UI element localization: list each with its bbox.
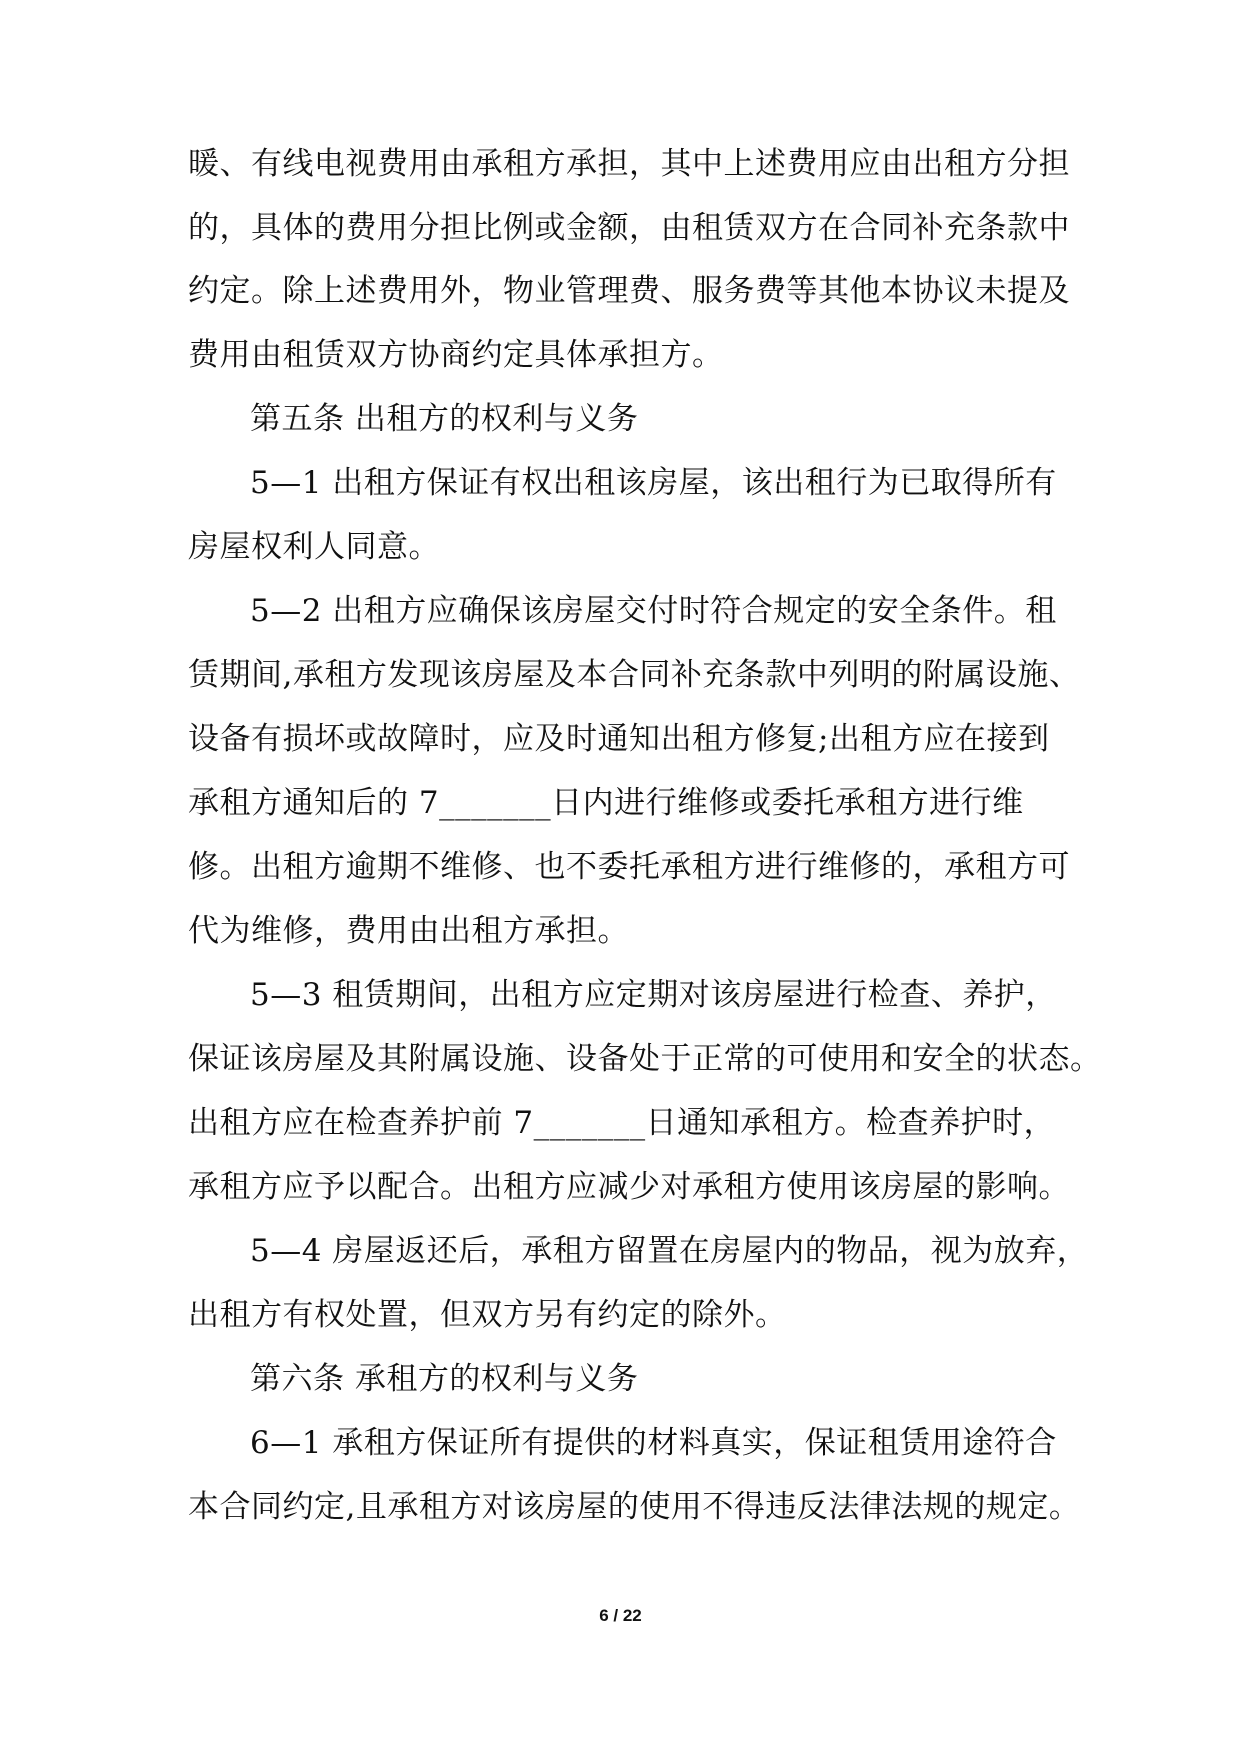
text-line: 出租方应在检查养护前 7_______日通知承租方。检查养护时，	[188, 1105, 1056, 1141]
text-line: 出租方有权处置，但双方另有约定的除外。	[188, 1297, 787, 1333]
text-line: 本合同约定,且承租方对该房屋的使用不得违反法律法规的规定。	[188, 1489, 1081, 1525]
text-line: 房屋权利人同意。	[188, 529, 440, 565]
text-line: 保证该房屋及其附属设施、设备处于正常的可使用和安全的状态。	[188, 1041, 1102, 1077]
text-line: 5—3 租赁期间，出租方应定期对该房屋进行检查、养护，	[250, 977, 1057, 1013]
text-line: 6—1 承租方保证所有提供的材料真实，保证租赁用途符合	[250, 1425, 1057, 1461]
section-heading: 第五条 出租方的权利与义务	[250, 401, 639, 437]
text-line: 约定。除上述费用外，物业管理费、服务费等其他本协议未提及	[188, 273, 1070, 309]
text-line: 设备有损坏或故障时，应及时通知出租方修复;出租方应在接到	[188, 721, 1050, 757]
text-line: 5—1 出租方保证有权出租该房屋，该出租行为已取得所有	[250, 465, 1057, 501]
text-line: 赁期间,承租方发现该房屋及本合同补充条款中列明的附属设施、	[188, 657, 1081, 693]
text-line: 暖、有线电视费用由承租方承担，其中上述费用应由出租方分担	[188, 146, 1070, 182]
text-line: 代为维修，费用由出租方承担。	[188, 913, 629, 949]
text-line: 5—4 房屋返还后，承租方留置在房屋内的物品，视为放弃，	[250, 1233, 1089, 1269]
text-line: 承租方应予以配合。出租方应减少对承租方使用该房屋的影响。	[188, 1169, 1070, 1205]
text-line: 费用由租赁双方协商约定具体承担方。	[188, 337, 724, 373]
section-heading: 第六条 承租方的权利与义务	[250, 1361, 639, 1397]
text-line: 的，具体的费用分担比例或金额，由租赁双方在合同补充条款中	[188, 210, 1070, 246]
text-line: 修。出租方逾期不维修、也不委托承租方进行维修的，承租方可	[188, 849, 1070, 885]
text-line: 5—2 出租方应确保该房屋交付时符合规定的安全条件。租	[250, 593, 1057, 629]
page-number: 6 / 22	[599, 1606, 642, 1625]
text-line: 承租方通知后的 7_______日内进行维修或委托承租方进行维	[188, 785, 1024, 821]
